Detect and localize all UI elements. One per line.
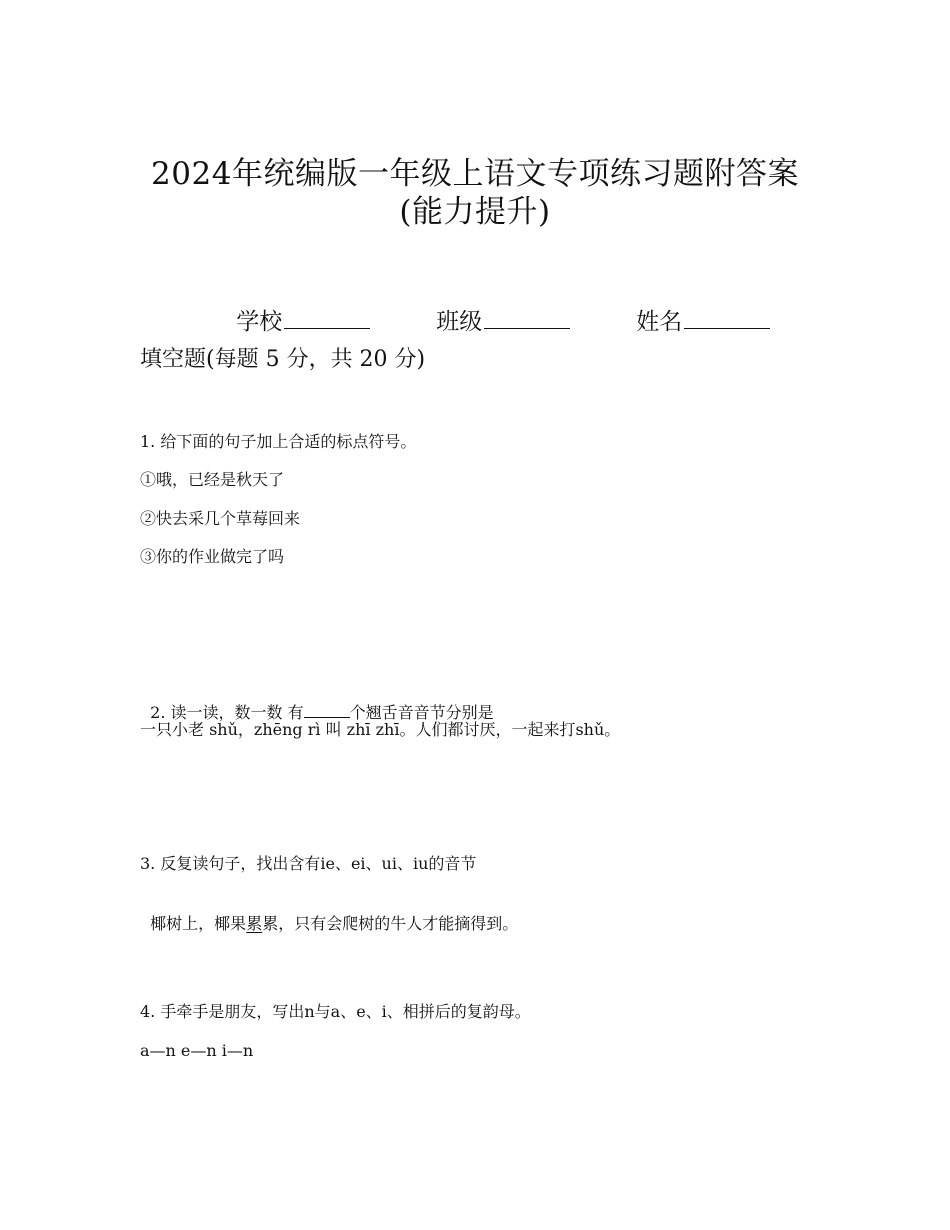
page-title: 2024年统编版一年级上语文专项练习题附答案 (151, 156, 799, 192)
question-2-text: 一只小老 shǔ，zhēng rì 叫 zhī zhī。人们都讨厌，一起来打shǔ。 (140, 720, 621, 739)
name-blank[interactable] (684, 306, 770, 329)
question-4-text: a—n e—n i—n (140, 1041, 254, 1060)
name-label: 姓名 (636, 309, 683, 335)
answer-blank[interactable] (304, 702, 350, 718)
question-1-item: ①哦，已经是秋天了 (140, 470, 285, 489)
class-blank[interactable] (484, 306, 570, 329)
marked-character: 累 (246, 914, 263, 933)
question-2-stem-before: 2. 读一读，数一数 有 (150, 703, 304, 722)
page-subtitle: (能力提升) (399, 194, 551, 230)
question-2-stem (140, 680, 494, 724)
question-1-stem: 1. 给下面的句子加上合适的标点符号。 (140, 432, 417, 451)
school-label: 学校 (236, 309, 283, 335)
question-3-text-before: 椰树上，椰果 (150, 914, 247, 933)
class-label: 班级 (436, 309, 483, 335)
question-3-text-after: 累，只有会爬树的牛人才能摘得到。 (262, 914, 519, 933)
section-heading: 填空题(每题 5 分，共 20 分) (140, 347, 426, 372)
name-field (607, 276, 770, 367)
question-4-stem: 4. 手牵手是朋友，写出n与a、e、i、相拼后的复韵母。 (140, 1002, 531, 1021)
question-2-stem-after: 个翘舌音音节分别是 (349, 703, 494, 722)
question-3-stem: 3. 反复读句子，找出含有ie、ei、ui、iu的音节 (140, 854, 477, 873)
school-blank[interactable] (284, 306, 370, 329)
question-1-item: ②快去采几个草莓回来 (140, 509, 301, 528)
class-field (407, 276, 570, 367)
question-1-item: ③你的作业做完了吗 (140, 547, 285, 566)
question-3-text (140, 891, 518, 935)
